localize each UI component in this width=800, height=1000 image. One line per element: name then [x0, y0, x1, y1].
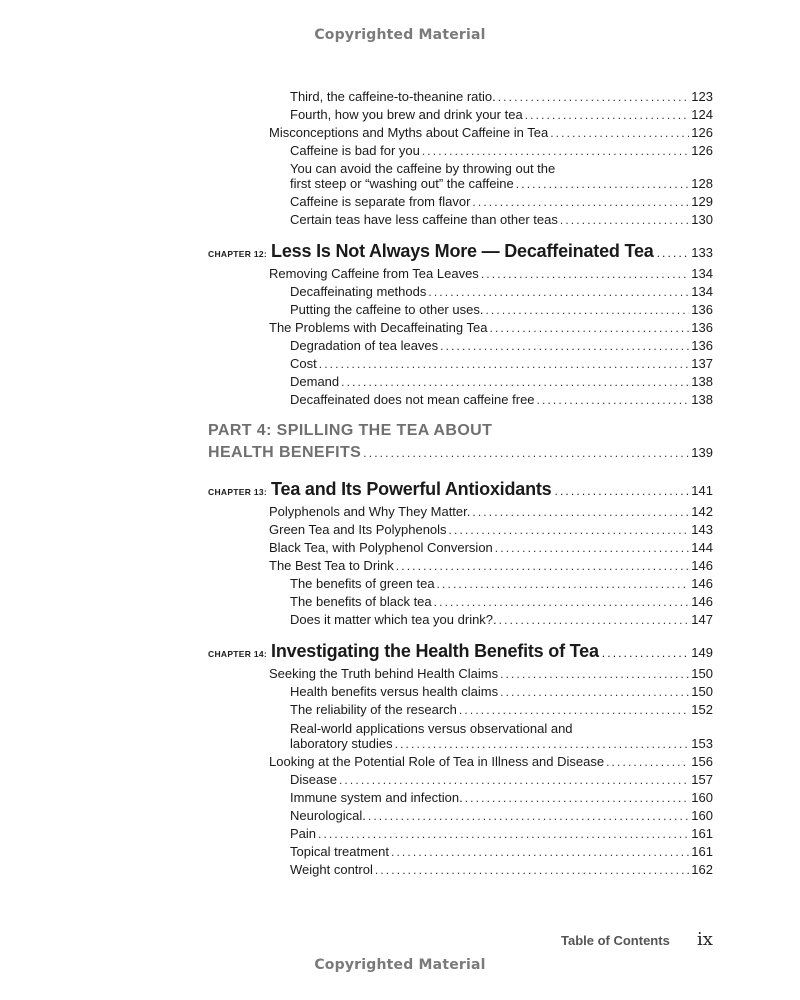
toc-entry-text: Immune system and infection.	[290, 790, 463, 805]
toc-entry-text: The benefits of green tea	[290, 576, 435, 591]
running-footer-label: Table of Contents	[561, 933, 670, 948]
toc-entry[interactable]	[290, 374, 713, 390]
leader-dots	[319, 356, 690, 372]
toc-entry-text: first steep or “washing out” the caffeine	[290, 176, 514, 191]
chapter-title: Less Is Not Always More — Decaffeinated Tea	[271, 241, 654, 261]
toc-page-number: 137	[691, 356, 713, 371]
chapter-14-heading[interactable]	[208, 641, 713, 662]
toc-entry-text: Polyphenols and Why They Matter.	[269, 504, 471, 519]
toc-page-number: 138	[691, 392, 713, 407]
toc-entry[interactable]	[290, 736, 713, 752]
toc-entry[interactable]	[269, 540, 713, 556]
chapter-13-heading[interactable]	[208, 479, 713, 500]
leader-dots	[489, 320, 689, 336]
toc-entry-text: The reliability of the research	[290, 702, 457, 717]
toc-entry-text: Certain teas have less caffeine than other teas	[290, 212, 558, 227]
toc-entry-text: Disease	[290, 772, 337, 787]
leader-dots	[560, 212, 689, 228]
part-title-line1: PART 4: SPILLING THE TEA ABOUT	[208, 422, 493, 439]
leader-dots	[602, 646, 689, 660]
toc-page-number: 144	[691, 540, 713, 555]
toc-entry[interactable]	[290, 808, 713, 824]
toc-page-number: 128	[691, 176, 713, 191]
toc-page-number: 161	[691, 826, 713, 841]
leader-dots	[499, 612, 690, 628]
toc-entry-text: Green Tea and Its Polyphenols	[269, 522, 447, 537]
leader-dots	[500, 684, 689, 700]
toc-page-number: 130	[691, 212, 713, 227]
leader-dots	[554, 484, 688, 498]
toc-entry-text: Looking at the Potential Role of Tea in Illness and Disease	[269, 754, 605, 769]
part-title-line2: HEALTH BENEFITS	[208, 444, 362, 461]
toc-entry-text: Health benefits versus health claims	[290, 684, 499, 699]
toc-page-number: 129	[691, 194, 713, 209]
leader-dots	[396, 558, 690, 574]
toc-entry[interactable]	[290, 684, 713, 700]
copyright-watermark-bottom: Copyrighted Material	[314, 957, 486, 973]
leader-dots	[422, 143, 689, 159]
leader-dots	[368, 808, 689, 824]
toc-entry-text: Removing Caffeine from Tea Leaves	[269, 266, 479, 281]
toc-entry[interactable]	[290, 338, 713, 354]
leader-dots	[318, 826, 689, 842]
leader-dots	[339, 772, 689, 788]
chapter-12-heading[interactable]	[208, 241, 713, 262]
toc-entry[interactable]	[269, 320, 713, 336]
toc-page-number: 133	[691, 245, 713, 260]
leader-dots	[606, 754, 689, 770]
toc-entry-text: Topical treatment	[290, 844, 389, 859]
toc-entry-text-line1[interactable]: You can avoid the caffeine by throwing out the	[290, 161, 556, 176]
leader-dots	[449, 522, 690, 538]
toc-entry-text: Decaffeinated does not mean caffeine free	[290, 392, 535, 407]
toc-page-number: 143	[691, 522, 713, 537]
chapter-title: Investigating the Health Benefits of Tea	[271, 641, 599, 661]
toc-page-number: 136	[691, 338, 713, 353]
toc-entry-text: Does it matter which tea you drink?.	[290, 612, 497, 627]
toc-entry[interactable]	[290, 176, 713, 192]
toc-entry-text: Degradation of tea leaves	[290, 338, 439, 353]
toc-entry[interactable]	[290, 143, 713, 159]
toc-page-number: 139	[691, 445, 713, 460]
toc-page-number: 134	[691, 266, 713, 281]
chapter-label: CHAPTER 12:	[208, 249, 268, 259]
leader-dots	[537, 392, 690, 408]
toc-entry[interactable]	[269, 266, 713, 282]
toc-entry-text: Black Tea, with Polyphenol Conversion	[269, 540, 493, 555]
chapter-label: CHAPTER 14:	[208, 649, 268, 659]
toc-entry[interactable]	[290, 862, 713, 878]
toc-entry-text: Neurological.	[290, 808, 366, 823]
toc-entry[interactable]	[290, 844, 713, 860]
toc-entry[interactable]	[290, 576, 713, 592]
toc-page-number: 146	[691, 558, 713, 573]
toc-entry[interactable]	[290, 790, 713, 806]
toc-entry-text: The Best Tea to Drink	[269, 558, 394, 573]
toc-page-number: 156	[691, 754, 713, 769]
leader-dots	[459, 702, 689, 718]
leader-dots	[516, 176, 690, 192]
leader-dots	[485, 302, 689, 318]
toc-page-number: 126	[691, 125, 713, 140]
toc-entry[interactable]	[269, 666, 713, 682]
toc-entry-text: Misconceptions and Myths about Caffeine in Tea	[269, 125, 549, 140]
toc-page-number: 141	[691, 483, 713, 498]
toc-entry[interactable]	[290, 284, 713, 300]
toc-entry-text: Putting the caffeine to other uses.	[290, 302, 484, 317]
chapter-label: CHAPTER 13:	[208, 487, 268, 497]
toc-page-number: 126	[691, 143, 713, 158]
leader-dots	[428, 284, 689, 300]
leader-dots	[341, 374, 689, 390]
toc-page-number: 142	[691, 504, 713, 519]
toc-entry[interactable]	[290, 194, 713, 210]
leader-dots	[395, 736, 690, 752]
leader-dots	[465, 790, 690, 806]
toc-entry-text: laboratory studies	[290, 736, 393, 751]
toc-page-number: 149	[691, 645, 713, 660]
toc-page-number: 146	[691, 594, 713, 609]
toc-page-number: 152	[691, 702, 713, 717]
leader-dots	[375, 862, 689, 878]
copyright-watermark-top: Copyrighted Material	[314, 27, 486, 43]
leader-dots	[495, 540, 690, 556]
page-number-roman: ix	[697, 929, 713, 950]
toc-page-number: 160	[691, 808, 713, 823]
toc-page-number: 123	[691, 89, 713, 104]
toc-entry[interactable]	[290, 612, 713, 628]
toc-page-number: 136	[691, 302, 713, 317]
toc-entry[interactable]	[290, 356, 713, 372]
toc-entry[interactable]	[290, 212, 713, 228]
toc-page-number: 138	[691, 374, 713, 389]
toc-entry[interactable]	[290, 594, 713, 610]
toc-page-number: 134	[691, 284, 713, 299]
toc-entry[interactable]	[269, 522, 713, 538]
leader-dots	[472, 194, 689, 210]
toc-entry[interactable]	[290, 302, 713, 318]
toc-entry-text: Third, the caffeine-to-theanine ratio.	[290, 89, 496, 104]
toc-page-number: 161	[691, 844, 713, 859]
leader-dots	[437, 576, 690, 592]
leader-dots	[498, 89, 690, 105]
toc-page-number: 162	[691, 862, 713, 877]
toc-entry-text: Caffeine is separate from flavor	[290, 194, 471, 209]
toc-entry-text: Demand	[290, 374, 340, 389]
toc-entry-text: Weight control	[290, 862, 373, 877]
toc-entry-text-line1[interactable]: Real-world applications versus observational and	[290, 721, 573, 736]
toc-entry[interactable]	[290, 826, 713, 842]
leader-dots	[500, 666, 689, 682]
toc-entry[interactable]	[290, 702, 713, 718]
leader-dots	[472, 504, 689, 520]
toc-page-number: 124	[691, 107, 713, 122]
leader-dots	[440, 338, 689, 354]
toc-entry-text: Decaffeinating methods	[290, 284, 427, 299]
toc-entry[interactable]	[290, 107, 713, 123]
toc-entry-text: Cost	[290, 356, 317, 371]
toc-page-number: 136	[691, 320, 713, 335]
toc-page-number: 150	[691, 666, 713, 681]
toc-page-number: 147	[691, 612, 713, 627]
leader-dots	[481, 266, 689, 282]
leader-dots	[363, 446, 689, 460]
toc-entry[interactable]	[290, 89, 713, 105]
leader-dots	[391, 844, 689, 860]
toc-entry-text: The benefits of black tea	[290, 594, 432, 609]
toc-entry-text: Fourth, how you brew and drink your tea	[290, 107, 523, 122]
toc-entry[interactable]	[269, 504, 713, 520]
leader-dots	[525, 107, 690, 123]
leader-dots	[550, 125, 689, 141]
leader-dots	[434, 594, 690, 610]
toc-page-number: 150	[691, 684, 713, 699]
part-4-heading[interactable]	[208, 422, 713, 466]
toc-entry[interactable]	[290, 392, 713, 408]
toc-page-number: 160	[691, 790, 713, 805]
toc-entry[interactable]	[269, 754, 713, 770]
chapter-title: Tea and Its Powerful Antioxidants	[271, 479, 552, 499]
toc-entry-text: Pain	[290, 826, 317, 841]
leader-dots	[657, 246, 689, 260]
toc-entry[interactable]	[269, 558, 713, 574]
toc-entry-text: Caffeine is bad for you	[290, 143, 420, 158]
toc-page-number: 157	[691, 772, 713, 787]
toc-entry-text: Seeking the Truth behind Health Claims	[269, 666, 499, 681]
toc-entry[interactable]	[269, 125, 713, 141]
toc-page-number: 146	[691, 576, 713, 591]
toc-page-number: 153	[691, 736, 713, 751]
toc-entry[interactable]	[290, 772, 713, 788]
toc-entry-text: The Problems with Decaffeinating Tea	[269, 320, 488, 335]
